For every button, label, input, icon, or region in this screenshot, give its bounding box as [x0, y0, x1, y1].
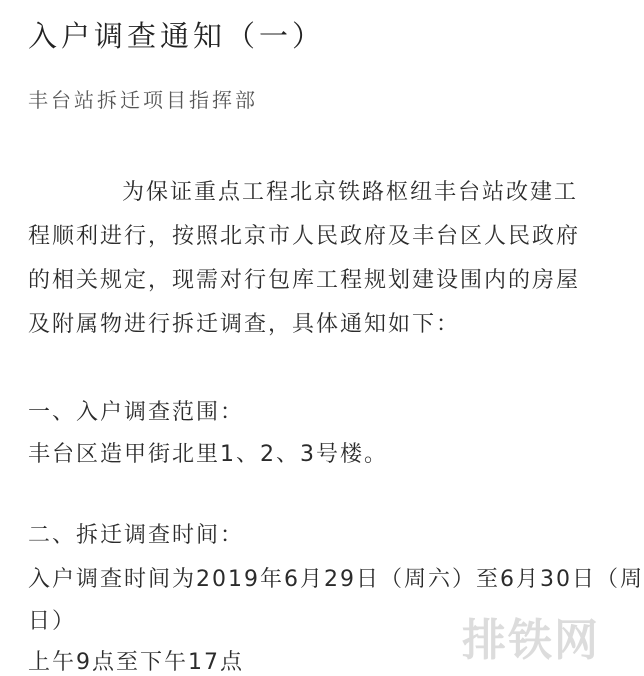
intro-line-1: 为保证重点工程北京铁路枢纽丰台站改建工	[122, 180, 579, 205]
section-2-line-1: 入户调查时间为2019年6月29日（周六）至6月30日（周	[28, 567, 644, 592]
section-1-heading: 一、入户调查范围：	[28, 400, 245, 425]
section-2-heading: 二、拆迁调查时间：	[28, 523, 245, 548]
section-2-line-3: 上午9点至下午17点	[28, 650, 244, 675]
watermark-logo: 排铁网	[462, 615, 600, 666]
intro-line-3: 的相关规定，现需对行包库工程规划建设围内的房屋	[28, 268, 581, 293]
intro-line-4: 及附属物进行拆迁调查，具体通知如下：	[28, 312, 461, 337]
section-2-line-2: 日）	[28, 609, 77, 634]
intro-line-2: 程顺利进行，按照北京市人民政府及丰台区人民政府	[28, 224, 581, 249]
notice-title: 入户调查通知（一）	[28, 19, 326, 53]
section-1-body: 丰台区造甲街北里1、2、3号楼。	[28, 442, 388, 467]
issuer-name: 丰台站拆迁项目指挥部	[28, 88, 258, 112]
